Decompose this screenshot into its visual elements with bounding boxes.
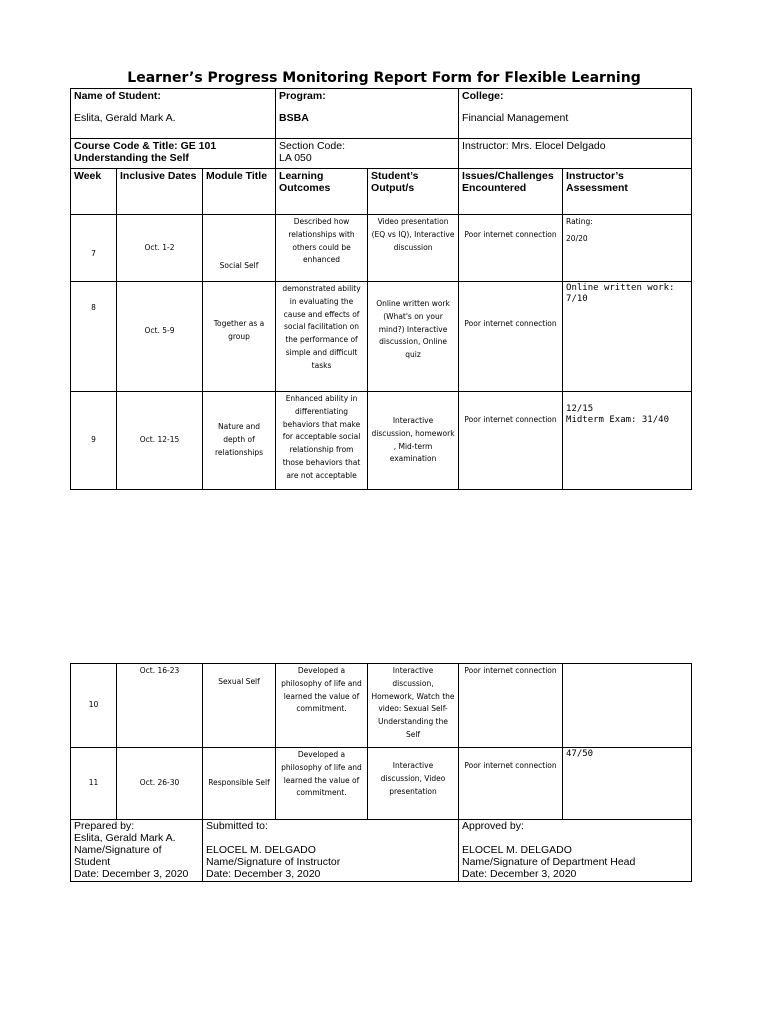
table-row <box>71 215 692 282</box>
progress-table-page2 <box>70 663 692 882</box>
outcomes-cell: Developed a philosophy of life and learned the value of commitment. <box>276 748 368 820</box>
signature-row <box>71 820 692 882</box>
student-name-cell <box>71 89 276 139</box>
submitted-date: Date: December 3, 2020 <box>206 868 321 880</box>
approved-label: Approved by: <box>462 820 524 832</box>
assessment-cell <box>563 215 692 282</box>
outcomes-cell: demonstrated ability in evaluating the cause and effects of social facilitation on the performance of simple and difficult tasks <box>276 282 368 392</box>
dates-cell: Oct. 16-23 <box>117 664 203 748</box>
submitted-name: ELOCEL M. DELGADO <box>206 844 316 856</box>
instructor-name: Instructor: Mrs. Elocel Delgado <box>462 140 606 152</box>
assessment-value: 20/20 <box>566 233 588 243</box>
issues-cell: Poor internet connection <box>459 664 563 748</box>
column-header-issues: Issues/Challenges Encountered <box>459 169 563 215</box>
student-name-value: Eslita, Gerald Mark A. <box>74 112 176 124</box>
form-title: Learner’s Progress Monitoring Report Form for Flexible Learning <box>127 70 641 86</box>
dates-cell: Oct. 26-30 <box>117 748 203 820</box>
assessment-cell <box>563 664 692 748</box>
prepared-name: Eslita, Gerald Mark A. <box>74 832 176 844</box>
dates-cell: Oct. 1-2 <box>117 215 203 282</box>
output-cell: Video presentation (EQ vs IQ), Interactive discussion <box>368 215 459 282</box>
student-name-label: Name of Student: <box>74 90 161 102</box>
approved-signature-label: Name/Signature of Department Head <box>462 856 636 868</box>
issues-cell: Poor internet connection <box>459 282 563 392</box>
table-row <box>71 664 692 748</box>
output-cell: Interactive discussion, Video presentation <box>368 748 459 820</box>
dates-cell: Oct. 12-15 <box>117 392 203 490</box>
college-cell <box>459 89 692 139</box>
issues-cell: Poor internet connection <box>459 748 563 820</box>
prepared-date: Date: December 3, 2020 <box>74 868 189 880</box>
week-cell: 7 <box>71 215 117 282</box>
prepared-by-cell <box>71 820 203 882</box>
column-header-module: Module Title <box>203 169 276 215</box>
assessment-cell: Online written work: 7/10 <box>563 282 692 392</box>
program-label: Program: <box>279 90 326 102</box>
week-cell: 11 <box>71 748 117 820</box>
course-code-title: Course Code & Title: GE 101 <box>74 140 217 152</box>
module-cell: Nature and depth of relationships <box>203 392 276 490</box>
approved-by-cell <box>459 820 692 882</box>
outcomes-cell: Developed a philosophy of life and learned the value of commitment. <box>276 664 368 748</box>
approved-date: Date: December 3, 2020 <box>462 868 577 880</box>
course-subtitle: Understanding the Self <box>74 152 189 164</box>
section-label: Section Code: <box>279 140 345 152</box>
midterm-exam-value: Midterm Exam: 31/40 <box>566 415 669 425</box>
table-row <box>71 392 692 490</box>
output-cell: Online written work (What's on your mind?) Interactive discussion, Online quiz <box>368 282 459 392</box>
week-cell: 9 <box>71 392 117 490</box>
assessment-label: Rating: <box>566 217 593 226</box>
column-header-outcomes: Learning Outcomes <box>276 169 368 215</box>
column-header-output: Student’s Output/s <box>368 169 459 215</box>
section-cell <box>276 139 459 169</box>
approved-name: ELOCEL M. DELGADO <box>462 844 572 856</box>
column-header-assessment: Instructor’s Assessment <box>563 169 692 215</box>
instructor-cell <box>459 139 692 169</box>
program-cell <box>276 89 459 139</box>
week-cell: 8 <box>71 282 117 392</box>
module-cell: Together as a group <box>203 282 276 392</box>
submitted-to-cell <box>203 820 459 882</box>
outcomes-cell: Enhanced ability in differentiating behaviors that make for acceptable social relationship from those behaviors that are not acceptable <box>276 392 368 490</box>
column-header-dates: Inclusive Dates <box>117 169 203 215</box>
progress-table-page1 <box>70 88 692 490</box>
outcomes-cell: Described how relationships with others could be enhanced <box>276 215 368 282</box>
prepared-label: Prepared by: <box>74 820 135 832</box>
assessment-cell <box>563 392 692 490</box>
week-cell: 10 <box>71 664 117 748</box>
dates-cell: Oct. 5-9 <box>117 282 203 392</box>
column-header-week: Week <box>71 169 117 215</box>
module-cell: Sexual Self <box>203 664 276 748</box>
course-cell <box>71 139 276 169</box>
table-row <box>71 282 692 392</box>
program-value: BSBA <box>279 112 309 124</box>
submitted-signature-label: Name/Signature of Instructor <box>206 856 341 868</box>
module-cell: Social Self <box>203 215 276 282</box>
submitted-label: Submitted to: <box>206 820 268 832</box>
output-cell: Interactive discussion, Homework, Watch the video: Sexual Self-Understanding the Self <box>368 664 459 748</box>
assessment-cell: 47/50 <box>563 748 692 820</box>
college-value: Financial Management <box>462 112 569 124</box>
output-cell: Interactive discussion, homework , Mid-term examination <box>368 392 459 490</box>
assessment-value: 12/15 <box>566 404 594 414</box>
issues-cell: Poor internet connection <box>459 215 563 282</box>
section-value: LA 050 <box>279 152 312 164</box>
module-cell: Responsible Self <box>203 748 276 820</box>
prepared-signature-label: Name/Signature of Student <box>74 844 162 868</box>
table-row <box>71 748 692 820</box>
issues-cell: Poor internet connection <box>459 392 563 490</box>
college-label: College: <box>462 90 504 102</box>
